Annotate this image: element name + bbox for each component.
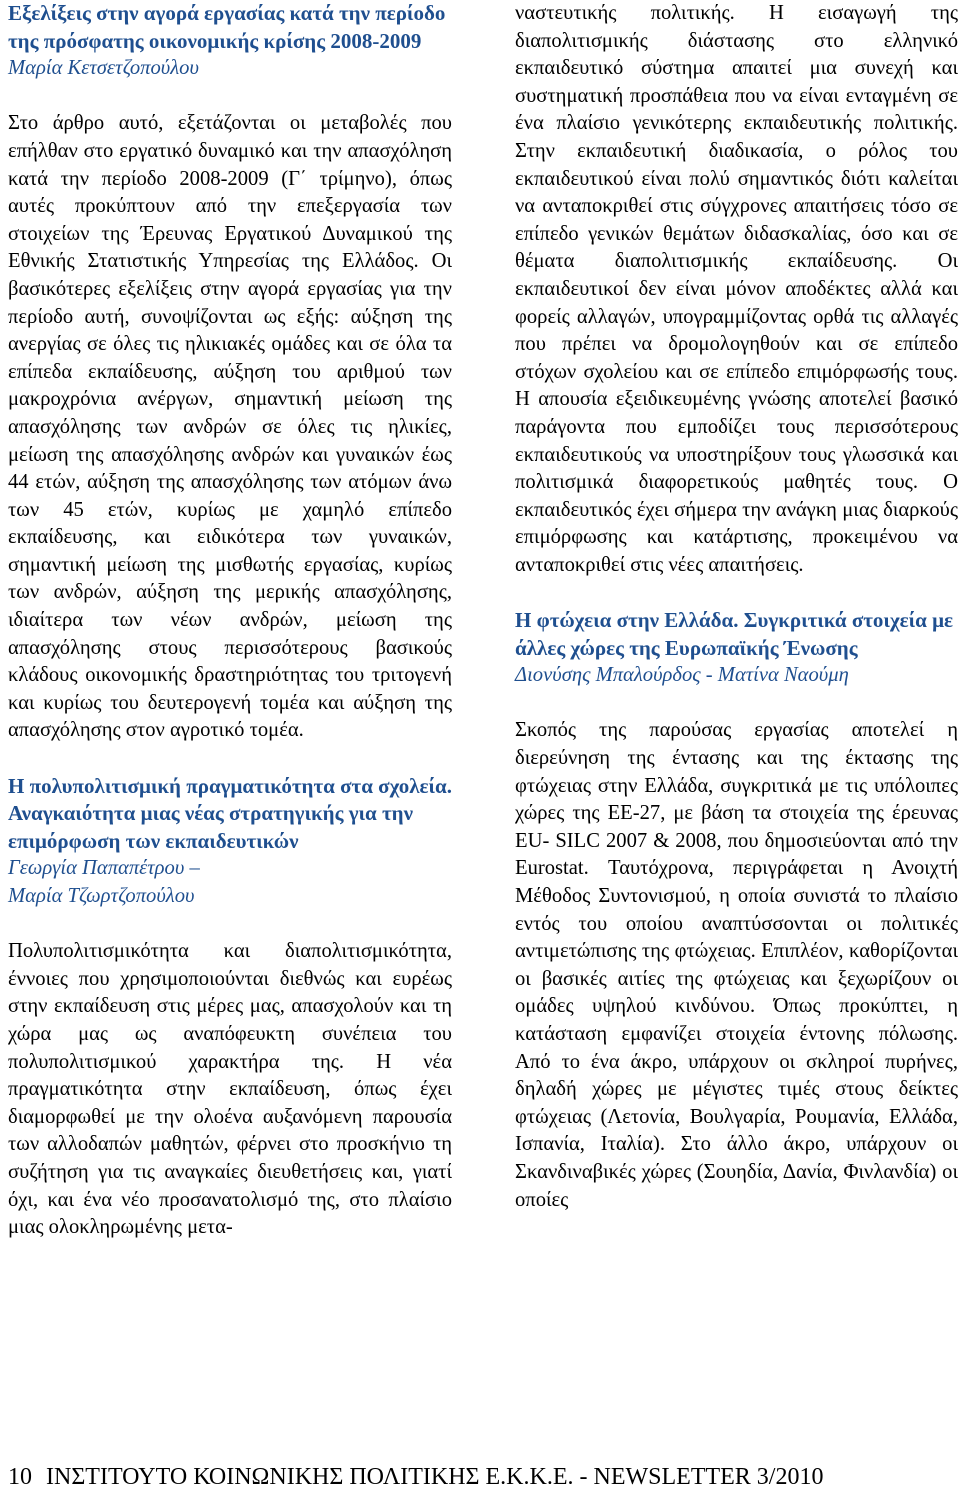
page-number: 10 [8,1464,32,1490]
article-1-body: Στο άρθρο αυτό, εξετάζονται οι μεταβολές που επήλθαν στο εργατικό δυναμικό και την απασχόληση κατά την περίοδο 2008-2009 (Γ΄ τρίμηνο), όπως αυτές προκύπτουν από την επεξεργασία των στοιχείων της Έρευνας Εργατικού Δυναμικού της Εθνικής Στατιστικής Υπηρεσίας της Ελλάδος. Οι βασικότερες εξελίξεις στην αγορά εργασίας για την περίοδο αυτή, συνοψίζονται ως εξής: αύξηση της ανεργίας σε όλες τις ηλικιακές ομάδες και σε όλα τα επίπεδα εκπαίδευσης, αύξηση του αριθμού των μακροχρόνια ανέργων, σημαντική μείωση της απασχόλησης των ανδρών σε όλες τις ηλικίες, μείωση της απασχόλησης ανδρών και γυναικών έως 44 ετών, αύξηση της απασχόλησης των ατόμων άνω των 45 ετών, κυρίως με χαμηλό επίπεδο εκπαίδευσης, και ειδικότερα των γυναικών, σημαντική μείωση της μισθωτής εργασίας, κυρίως των ανδρών, αύξηση της μερικής απασχόλησης, ιδιαίτερα των νέων ανδρών, μείωση της απασχόλησης στους περισσότερους βασικούς κλάδους οικονομικής δραστηριότητας του τριτογενή και κυρίως του δευτερογενή τομέα και αύξηση της απασχόλησης στον αγροτικό τομέα. [8,112,452,742]
article-2-author-1: Γεωργία Παπαπέτρου – [8,857,200,880]
article-2-body-part-2: ναστευτικής πολιτικής. Η εισαγωγή της διαπολιτισμικής διάστασης στο ελληνικό εκπαιδευτικό σύστημα απαιτεί μια συνεχή και συστηματική προσπάθεια που να είναι ενταγμένη σε ένα πλαίσιο γενικότερης εκπαιδευτικής πολιτικής. Στην εκπαιδευτική διαδικασία, ο ρόλος του εκπαιδευτικού είναι πολύ σημαντικός διότι καλείται να ανταποκριθεί στις σύγχρονες απαιτήσεις τόσο σε επίπεδο γενικών θεμάτων διδασκαλίας, όσο και σε θέματα διαπολιτισμικής εκπαίδευσης. Οι εκπαιδευτικοί δεν είναι μόνον αποδέκτες αλλά και φορείς αλλαγών, υπογραμμίζοντας ορθά τις αλλαγές που πρέπει να δρομολογηθούν και σε επίπεδο στόχων σχολείου και σε επίπεδο επιμόρφωσής τους. Η απουσία εξειδικευμένης γνώσης αποτελεί βασικό παράγοντα που εμποδίζει τους περισσότερους εκπαιδευτικούς να υποστηρίξουν τους γλωσσικά και πολιτισμικά διαφορετικούς μαθητές τους. Ο εκπαιδευτικός έχει σήμερα την ανάγκη μιας διαρκούς επιμόρφωσης και κατάρτισης, προκειμένου να ανταποκριθεί στις νέες απαιτήσεις. [515,2,958,576]
article-3-author: Διονύσης Μπαλούρδος - Ματίνα Ναούμη [515,664,849,687]
spacer [8,911,452,939]
spacer [515,579,958,607]
article-3-title: Η φτώχεια στην Ελλάδα. Συγκριτικά στοιχεία με άλλες χώρες της Ευρωπαϊκής Ένωσης [515,608,953,660]
page-footer [8,1462,948,1492]
article-2-author-2: Μαρία Τζωρτζοπούλου [8,885,195,907]
article-1-title: Εξελίξεις στην αγορά εργασίας κατά την περίοδο της πρόσφατης οικονομικής κρίσης 2008-2009 [8,1,446,53]
footer-text: ΙΝΣΤΙΤΟΥΤΟ ΚΟΙΝΩΝΙΚΗΣ ΠΟΛΙΤΙΚΗΣ Ε.Κ.Κ.Ε. - NEWSLETTER 3/2010 [46,1464,824,1490]
right-column [515,0,958,1214]
spacer [8,745,452,773]
spacer [515,690,958,718]
article-3-body: Σκοπός της παρούσας εργασίας αποτελεί η διερεύνηση της έντασης και της έκτασης της φτώχειας στην Ελλάδα, συγκριτικά με τις υπόλοιπες χώρες της ΕΕ-27, με βάση τα στοιχεία της έρευνας EU- SILC 2007 & 2008, που δημοσιεύονται από την Eurostat. Ταυτόχρονα, περιγράφεται η Ανοιχτή Μέθοδος Συντονισμού, η οποία συνιστά το πλαίσιο εντός του οποίου αναπτύσσονται οι πολιτικές αντιμετώπισης της φτώχειας. Επιπλέον, καθορίζονται οι βασικές αιτίες της φτώχειας και ξεχωρίζουν οι ομάδες υψηλού κινδύνου. Όπως προκύπτει, η κατάσταση εμφανίζει στοιχεία έντονης πόλωσης. Από το ένα άκρο, υπάρχουν οι σκληροί πυρήνες, δηλαδή χώρες με μέγιστες τιμές στους δείκτες φτώχειας (Λετονία, Βουλγαρία, Ρουμανία, Ελλάδα, Ισπανία, Ιταλία). Στο άλλο άκρο, υπάρχουν οι Σκανδιναβικές χώρες (Σουηδία, Δανία, Φινλανδία) οι οποίες [515,719,958,1211]
left-column [8,0,452,1242]
article-1-author: Μαρία Κετσετζοπούλου [8,57,199,80]
spacer [8,83,452,111]
article-2-title: Η πολυπολιτισμική πραγματικότητα στα σχολεία. Αναγκαιότητα μιας νέας στρατηγικής για την επιμόρφωση των εκπαιδευτικών [8,773,452,853]
article-2-body-part-1: Πολυπολιτισμικότητα και διαπολιτισμικότητα, έννοιες που χρησιμοποιούνται διεθνώς και ευρέως στην εκπαίδευση στις μέρες μας, απασχολούν και τη χώρα μας ως αναπόφευκτη συνέπεια του πολυπολιτισμικού χαρακτήρα της. Η νέα πραγματικότητα στην εκπαίδευση, όπως έχει διαμορφωθεί με την ολοένα αυξανόμενη παρουσία των αλλοδαπών μαθητών, φέρνει στο προσκήνιο τη συζήτηση για τις αναγκαίες διευθετήσεις και, γιατί όχι, και ένα νέο προσανατολισμό της, στο πλαίσιο μιας ολοκληρωμένης μετα- [8,940,452,1239]
